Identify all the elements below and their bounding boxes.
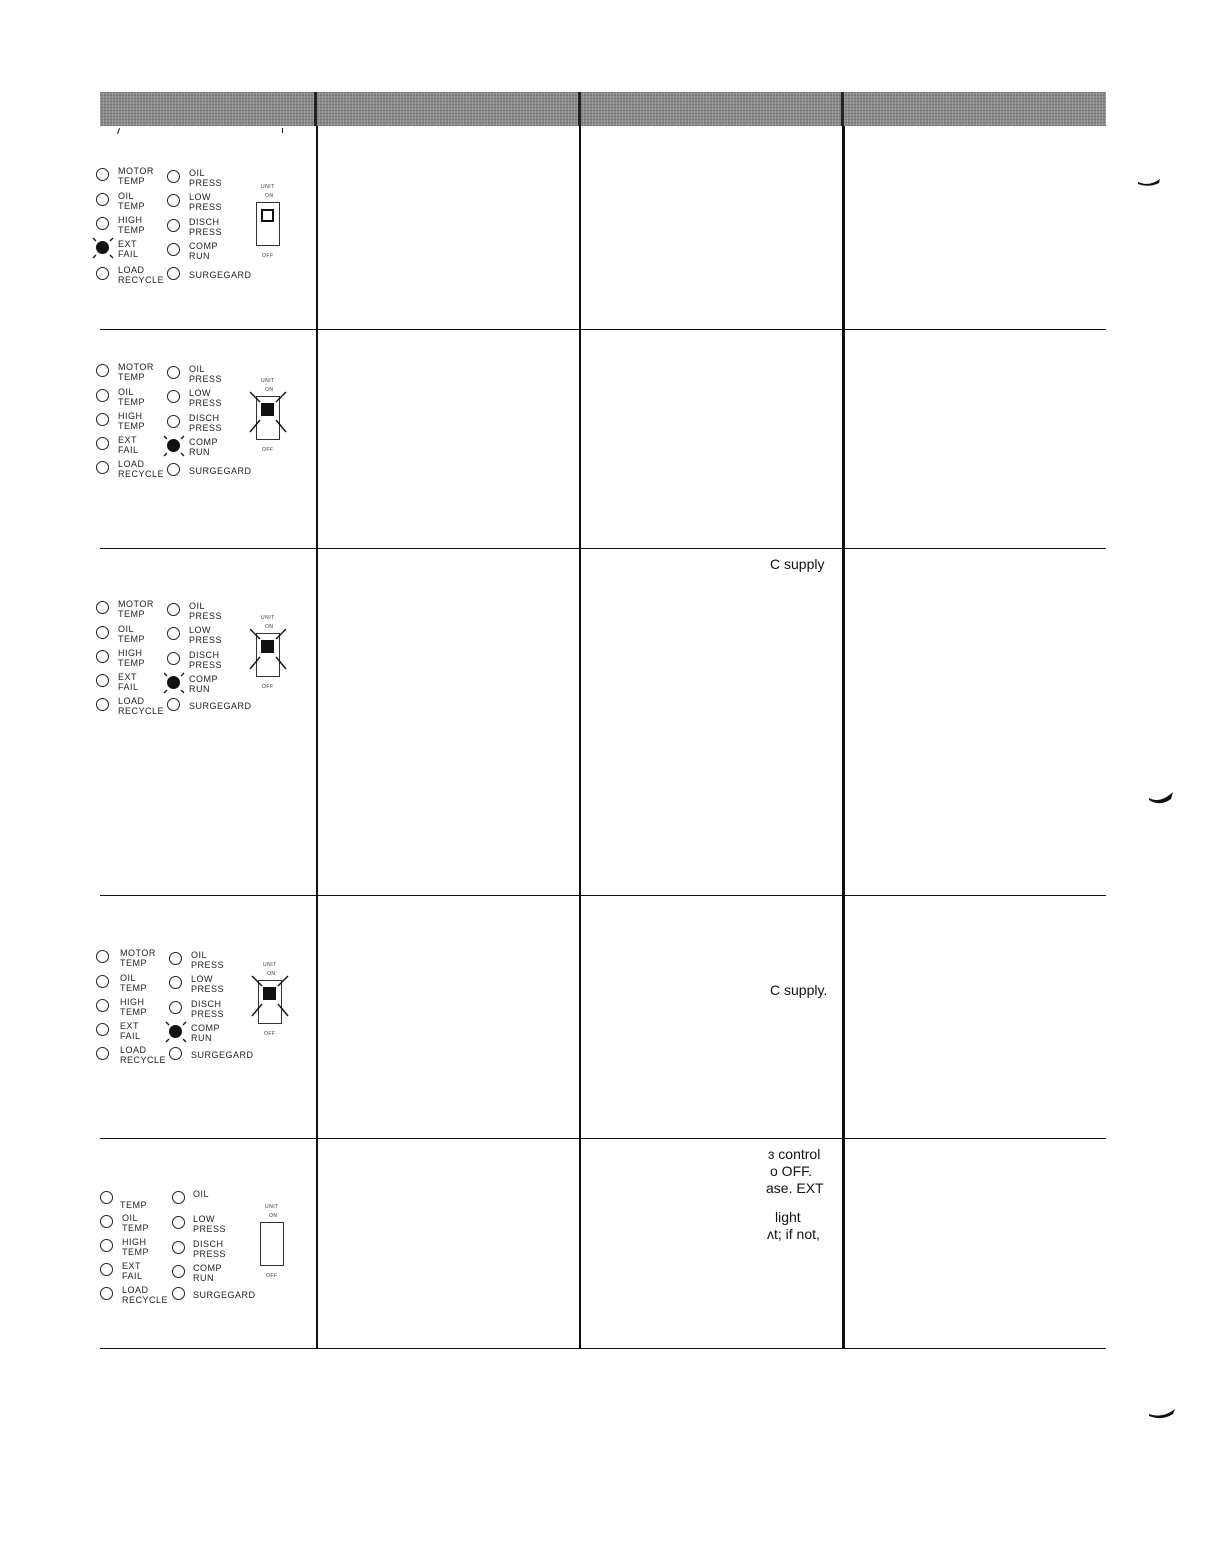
disch-press-led	[167, 652, 180, 665]
ext-fail-label: EXT FAIL	[118, 672, 139, 692]
oil-temp-label: OIL TEMP	[118, 387, 146, 407]
row-rule	[100, 548, 1106, 549]
motor-temp-label: MOTOR TEMP	[118, 599, 154, 619]
oil-temp-led	[100, 1215, 113, 1228]
unit-switch-knob	[261, 209, 274, 222]
high-temp-led	[96, 413, 109, 426]
unit-switch	[256, 1204, 296, 1284]
row5-temp-label: TEMP	[120, 1200, 148, 1210]
oil-temp-label: OIL TEMP	[118, 624, 146, 644]
disch-press-led	[172, 1241, 185, 1254]
unit-switch	[252, 378, 296, 458]
oil-press-label: OIL PRESS	[189, 168, 223, 188]
oil-temp-label: OIL TEMP	[122, 1213, 150, 1233]
unit-switch-off-label: OFF	[262, 684, 274, 690]
column-rule-2	[579, 126, 581, 1348]
oil-temp-led	[96, 975, 109, 988]
unit-switch-frame	[260, 1222, 284, 1266]
disch-press-label: DISCH PRESS	[189, 413, 223, 433]
high-temp-label: HIGH TEMP	[118, 648, 146, 668]
high-temp-label: HIGH TEMP	[118, 215, 146, 235]
oil-press-label: OIL PRESS	[191, 950, 225, 970]
high-temp-label: HIGH TEMP	[122, 1237, 150, 1257]
load-recycle-label: LOAD RECYCLE	[118, 459, 165, 479]
surgegard-led	[172, 1287, 185, 1300]
high-temp-label: HIGH TEMP	[118, 411, 146, 431]
ext-fail-led	[96, 674, 109, 687]
load-recycle-label: LOAD RECYCLE	[118, 696, 165, 716]
load-recycle-led	[96, 461, 109, 474]
motor-temp-label: MOTOR TEMP	[120, 948, 156, 968]
row-rule	[100, 895, 1106, 896]
comp-run-label: COMP RUN	[189, 437, 218, 457]
unit-switch-off-label: OFF	[266, 1273, 278, 1279]
load-recycle-led	[96, 267, 109, 280]
high-temp-led	[96, 650, 109, 663]
oil-temp-label: OIL TEMP	[120, 973, 148, 993]
header-separator	[841, 92, 844, 126]
row-rule	[100, 329, 1106, 330]
row-rule	[100, 1138, 1106, 1139]
ext-fail-label: EXT FAIL	[118, 435, 139, 455]
motor-temp-led	[100, 1191, 113, 1204]
cause-text-fragment: C supply	[770, 556, 825, 572]
surgegard-label: SURGEGARD	[189, 270, 252, 280]
low-press-label: LOW PRESS	[189, 388, 223, 408]
high-temp-label: HIGH TEMP	[120, 997, 148, 1017]
low-press-label: LOW PRESS	[191, 974, 225, 994]
load-recycle-label: LOAD RECYCLE	[122, 1285, 169, 1305]
oil-press-led	[167, 366, 180, 379]
cause-text-fragment: ɜ control	[768, 1146, 821, 1162]
indicator-panel-row-2	[94, 362, 294, 492]
low-press-led	[169, 976, 182, 989]
surgegard-label: SURGEGARD	[193, 1290, 256, 1300]
oil-temp-led	[96, 626, 109, 639]
ext-fail-label: EXT FAIL	[122, 1261, 143, 1281]
edge-mark-icon	[1148, 1406, 1176, 1420]
column-rule-3	[842, 126, 845, 1348]
header-separator	[578, 92, 581, 126]
unit-switch-on-label: ON	[269, 1213, 278, 1219]
ext-fail-led	[100, 1263, 113, 1276]
indicator-panel-row-5	[94, 1188, 294, 1318]
unit-switch-on-label: ON	[265, 624, 274, 630]
comp-run-label: COMP RUN	[193, 1263, 222, 1283]
table-header-band	[100, 92, 1106, 126]
motor-temp-label: MOTOR TEMP	[118, 166, 154, 186]
indicator-panel-row-4	[94, 948, 294, 1078]
cause-text-fragment: ʌt; if not,	[767, 1226, 820, 1242]
surgegard-led	[169, 1047, 182, 1060]
header-separator	[314, 92, 317, 126]
disch-press-led	[167, 415, 180, 428]
unit-switch	[252, 184, 292, 264]
edge-mark-icon	[1137, 176, 1161, 188]
unit-switch	[252, 615, 296, 695]
motor-temp-led	[96, 950, 109, 963]
high-temp-led	[96, 217, 109, 230]
unit-switch-on-label: ON	[265, 193, 274, 199]
surgegard-label: SURGEGARD	[189, 701, 252, 711]
cause-text-fragment: light	[775, 1209, 801, 1225]
unit-switch-unit-label: UNIT	[263, 962, 277, 968]
disch-press-label: DISCH PRESS	[189, 217, 223, 237]
oil-temp-label: OIL TEMP	[118, 191, 146, 211]
unit-switch-unit-label: UNIT	[261, 184, 275, 190]
oil-press-led	[167, 170, 180, 183]
comp-run-flash-icon	[162, 434, 186, 458]
ext-fail-led	[96, 1023, 109, 1036]
comp-run-label: COMP RUN	[189, 674, 218, 694]
oil-temp-led	[96, 193, 109, 206]
oil-temp-led	[96, 389, 109, 402]
surgegard-label: SURGEGARD	[191, 1050, 254, 1060]
tick-mark	[117, 128, 120, 134]
comp-run-flash-icon	[164, 1020, 188, 1044]
row-rule	[100, 1348, 1106, 1349]
low-press-led	[167, 194, 180, 207]
disch-press-label: DISCH PRESS	[191, 999, 225, 1019]
comp-run-flash-icon	[162, 671, 186, 695]
unit-switch-off-label: OFF	[262, 447, 274, 453]
cause-text-fragment: C supply.	[770, 982, 828, 998]
unit-switch-on-label: ON	[267, 971, 276, 977]
load-recycle-label: LOAD RECYCLE	[118, 265, 165, 285]
surgegard-label: SURGEGARD	[189, 466, 252, 476]
disch-press-label: DISCH PRESS	[189, 650, 223, 670]
indicator-panel-row-1	[94, 166, 294, 296]
low-press-led	[167, 627, 180, 640]
surgegard-led	[167, 698, 180, 711]
unit-switch	[254, 962, 298, 1042]
comp-run-led	[172, 1265, 185, 1278]
unit-switch-unit-label: UNIT	[261, 615, 275, 621]
motor-temp-led	[96, 364, 109, 377]
edge-mark-icon	[1148, 790, 1174, 808]
low-press-label: LOW PRESS	[189, 625, 223, 645]
low-press-led	[167, 390, 180, 403]
low-press-label: LOW PRESS	[189, 192, 223, 212]
unit-switch-unit-label: UNIT	[265, 1204, 279, 1210]
ext-fail-label: EXT FAIL	[118, 239, 139, 259]
comp-run-label: COMP RUN	[189, 241, 218, 261]
unit-switch-off-label: OFF	[262, 253, 274, 259]
oil-press-label: OIL PRESS	[189, 601, 223, 621]
oil-press-led	[167, 603, 180, 616]
disch-press-led	[167, 219, 180, 232]
ext-fail-flash-icon	[91, 236, 115, 260]
unit-switch-unit-label: UNIT	[261, 378, 275, 384]
high-temp-led	[96, 999, 109, 1012]
load-recycle-led	[96, 1047, 109, 1060]
disch-press-label: DISCH PRESS	[193, 1239, 227, 1259]
comp-run-led	[167, 243, 180, 256]
motor-temp-label: MOTOR TEMP	[118, 362, 154, 382]
load-recycle-led	[96, 698, 109, 711]
unit-switch-flash-icon	[248, 972, 292, 1020]
unit-switch-flash-icon	[246, 625, 290, 673]
high-temp-led	[100, 1239, 113, 1252]
indicator-panel-row-3	[94, 599, 294, 729]
load-recycle-label: LOAD RECYCLE	[120, 1045, 167, 1065]
tick-mark	[282, 128, 283, 133]
motor-temp-led	[96, 601, 109, 614]
ext-fail-label: EXT FAIL	[120, 1021, 141, 1041]
surgegard-led	[167, 463, 180, 476]
oil-press-label: OIL PRESS	[189, 364, 223, 384]
motor-temp-led	[96, 168, 109, 181]
unit-switch-flash-icon	[246, 388, 290, 436]
oil-press-led	[172, 1191, 185, 1204]
disch-press-led	[169, 1001, 182, 1014]
oil-press-led	[169, 952, 182, 965]
cause-text-fragment: o OFF.	[770, 1163, 813, 1179]
surgegard-led	[167, 267, 180, 280]
cause-text-fragment: ase. EXT	[766, 1180, 824, 1196]
ext-fail-led	[96, 437, 109, 450]
row5-oil-label: OIL	[193, 1189, 210, 1199]
column-rule-1	[316, 126, 318, 1348]
unit-switch-off-label: OFF	[264, 1031, 276, 1037]
unit-switch-on-label: ON	[265, 387, 274, 393]
low-press-led	[172, 1216, 185, 1229]
comp-run-label: COMP RUN	[191, 1023, 220, 1043]
load-recycle-led	[100, 1287, 113, 1300]
low-press-label: LOW PRESS	[193, 1214, 227, 1234]
